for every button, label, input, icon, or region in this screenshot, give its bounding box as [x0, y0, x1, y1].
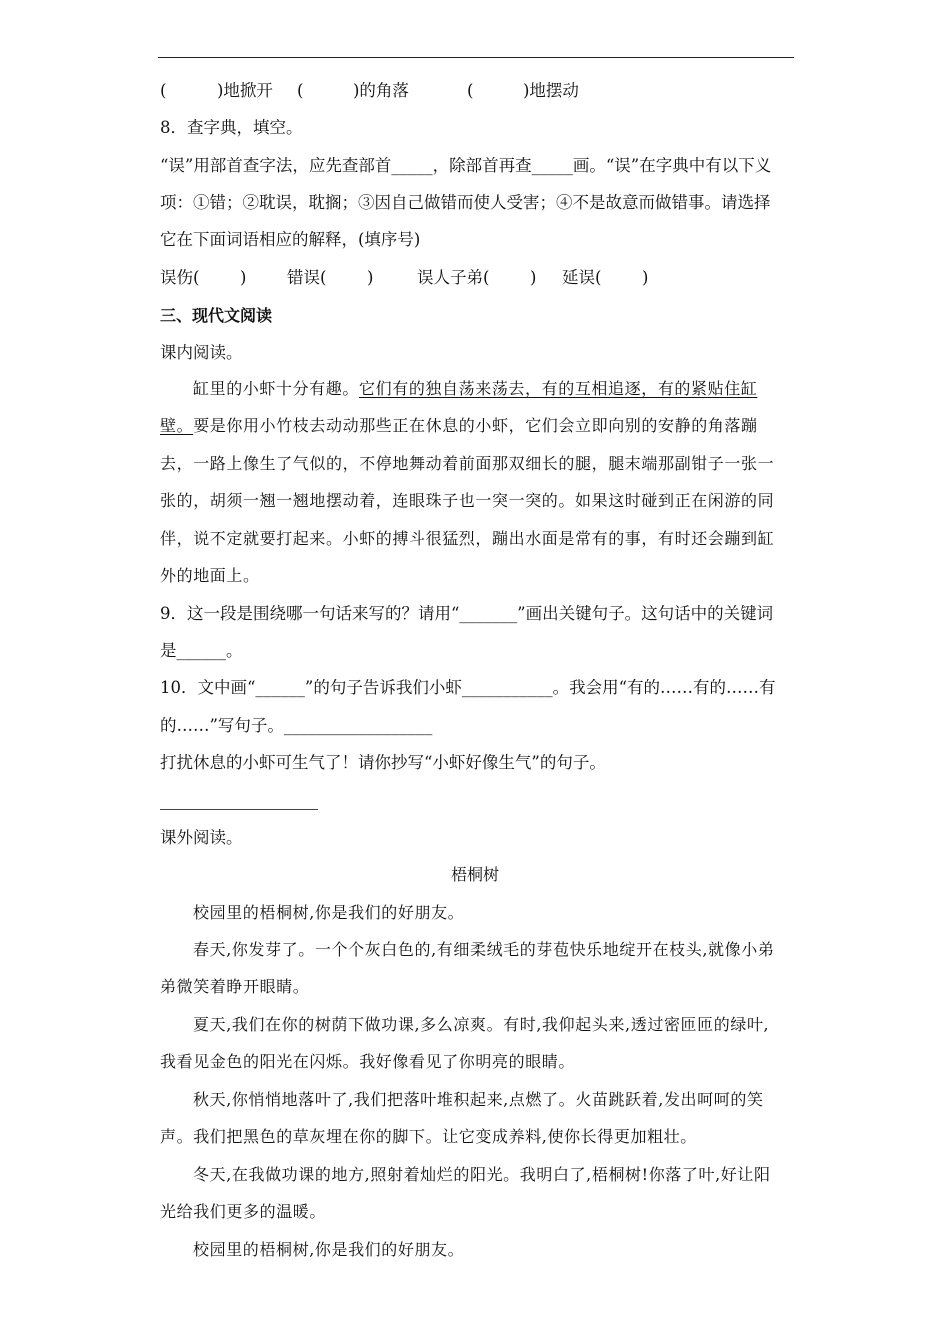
q9-line-1: 9．这一段是围绕哪一句话来写的？请用“_______”画出关键句子。这句话中的关键词 — [160, 604, 774, 623]
paren-close-4: ) — [642, 268, 649, 287]
story-title: 梧桐树 — [450, 865, 499, 884]
q9-line-2: 是______。 — [160, 641, 243, 660]
passage-line-6: 外的地面上。 — [160, 566, 260, 585]
story-line-5: 我看见金色的阳光在闪烁。我好像看见了你明亮的眼睛。 — [160, 1052, 576, 1071]
q8-line-2: “误”用部首查字法，应先查部首_____，除部首再查_____画。“误”在字典中有以下义 — [160, 156, 772, 175]
word-yanwu: 延误( — [562, 268, 602, 287]
q8-line-3: 项：①错；②耽误，耽搁；③因自己做错而使人受害；④不是故意而做错事。请选择 — [160, 193, 771, 212]
story-line-3: 弟微笑着睁开眼睛。 — [160, 977, 310, 996]
extra-reading-label: 课外阅读。 — [160, 828, 243, 847]
story-line-10: 校园里的梧桐树,你是我们的好朋友。 — [193, 1240, 465, 1259]
passage-line-2 — [160, 415, 790, 437]
answer-blank-line — [160, 809, 318, 810]
passage-plain-1: 缸里的小虾十分有趣。 — [193, 379, 360, 398]
paren-open-1: ( — [160, 81, 167, 100]
q10-line-2: 的……”写句子。__________________ — [160, 716, 433, 735]
passage-plain-2: 要是你用小竹枝去动动那些正在休息的小虾，它们会立即向别的安静的角落蹦 — [193, 416, 758, 435]
fill-item-2: )的角落 — [353, 81, 409, 100]
passage-line-1 — [193, 378, 790, 400]
fill-item-3: )地摆动 — [523, 81, 579, 100]
fill-item-1: )地掀开 — [217, 81, 273, 100]
passage-line-5: 伴，说不定就要打起来。小虾的搏斗很猛烈，蹦出水面是常有的事，有时还会蹦到缸 — [160, 529, 775, 548]
word-wushang: 误伤( — [160, 268, 200, 287]
key-sentence-part-2: 壁。 — [160, 416, 194, 435]
story-line-9: 光给我们更多的温暖。 — [160, 1202, 327, 1221]
story-line-7: 声。我们把黑色的草灰埋在你的脚下。让它变成养料,使你长得更加粗壮。 — [160, 1127, 697, 1146]
paren-open-2: ( — [297, 81, 304, 100]
story-line-4: 夏天,我们在你的树荫下做功课,多么凉爽。有时,我仰起头来,透过密匝匝的绿叶, — [193, 1015, 770, 1034]
q10-line-3: 打扰休息的小虾可生气了！请你抄写“小虾好像生气”的句子。 — [160, 753, 606, 772]
q8-heading: 8．查字典，填空。 — [160, 118, 303, 137]
story-line-1: 校园里的梧桐树,你是我们的好朋友。 — [193, 903, 465, 922]
paren-close-2: ) — [367, 268, 374, 287]
story-line-6: 秋天,你悄悄地落叶了,我们把落叶堆积起来,点燃了。火苗跳跃着,发出呵呵的笑 — [193, 1090, 764, 1109]
passage-line-3: 去，一路上像生了气似的，不停地舞动着前面那双细长的腿，腿末端那副钳子一张一 — [160, 454, 775, 473]
story-line-8: 冬天,在我做功课的地方,照射着灿烂的阳光。我明白了,梧桐树!你落了叶,好让阳 — [193, 1165, 771, 1184]
word-wurenzidi: 误人子弟( — [417, 268, 490, 287]
paren-open-3: ( — [467, 81, 474, 100]
paren-close-3: ) — [530, 268, 537, 287]
story-line-2: 春天,你发芽了。一个个灰白色的,有细柔绒毛的芽苞快乐地绽开在枝头,就像小弟 — [193, 940, 775, 959]
word-cuowu: 错误( — [287, 268, 327, 287]
q10-line-1: 10．文中画“______”的句子告诉我们小虾___________。我会用“有的……有的……有 — [160, 678, 776, 697]
key-sentence-part-1: 它们有的独自荡来荡去，有的互相追逐，有的紧贴住缸 — [359, 379, 758, 398]
paren-close-1: ) — [240, 268, 247, 287]
in-class-label: 课内阅读。 — [160, 343, 243, 362]
q8-line-4: 它在下面词语相应的解释，(填序号) — [160, 230, 421, 249]
header-rule — [158, 57, 794, 58]
passage-line-4: 张的，胡须一翘一翘地摆动着，连眼珠子也一突一突的。如果这时碰到正在闲游的同 — [160, 491, 775, 510]
section-heading: 三、现代文阅读 — [160, 306, 273, 325]
